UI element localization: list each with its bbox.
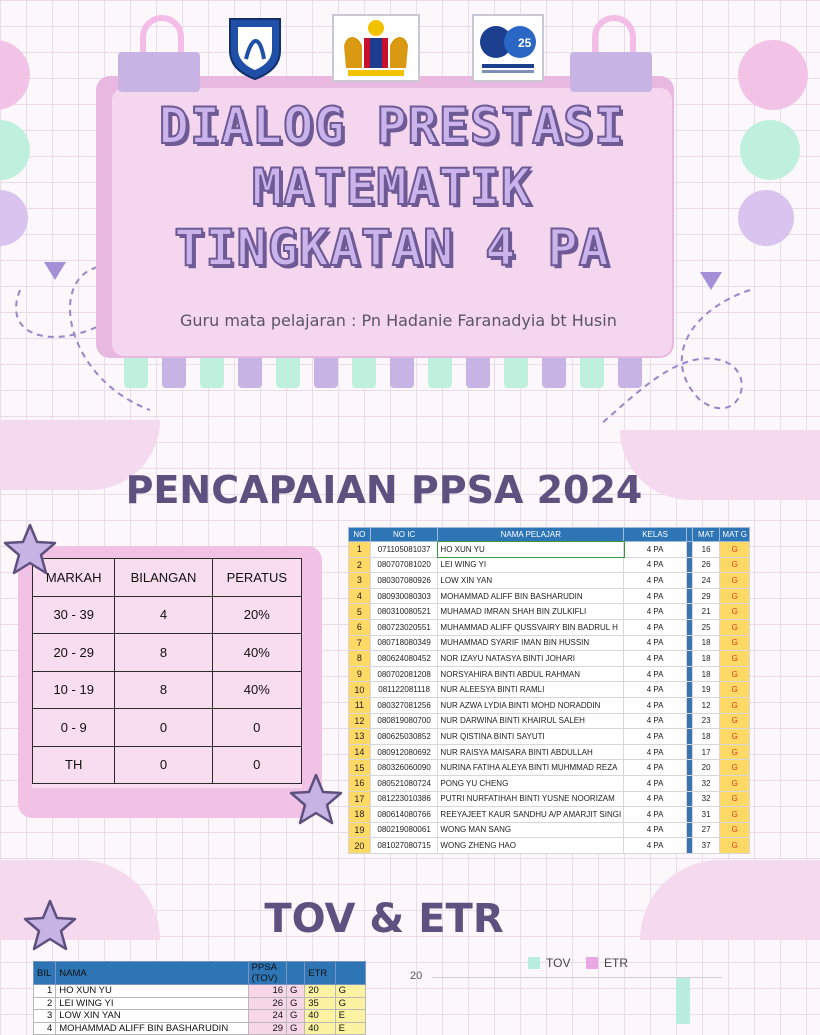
legend-swatch-tov [528, 957, 540, 969]
tov-col-bil: BIL [34, 962, 56, 985]
ppsm-25-logo [472, 14, 544, 82]
table-row [349, 838, 750, 854]
student-mat-grade: G [720, 682, 750, 698]
student-ic: 080624080452 [370, 651, 438, 667]
student-mat-grade: G [720, 573, 750, 589]
student-mat-grade: G [720, 619, 750, 635]
page-title [112, 96, 672, 279]
decor-blob-left-top [0, 40, 30, 110]
table-row [349, 682, 750, 698]
student-name: MUHAMAD IMRAN SHAH BIN ZULKIFLI [438, 604, 624, 620]
title-line-1: DIALOG PRESTASI [158, 97, 626, 155]
student-mat: 23 [692, 713, 720, 729]
student-ic: 080702081208 [370, 666, 438, 682]
markah-table [32, 558, 302, 784]
student-mat: 18 [692, 635, 720, 651]
student-mat: 17 [692, 744, 720, 760]
table-row [34, 997, 366, 1010]
etr-grade: G [335, 985, 365, 998]
tov-col-nama: NAMA [56, 962, 248, 985]
tov-bil: 1 [34, 985, 56, 998]
tov-table [33, 961, 366, 1035]
student-no: 18 [349, 807, 371, 823]
student-mat-grade: G [720, 697, 750, 713]
student-no: 2 [349, 557, 371, 573]
tov-nama: LEI WING YI [56, 997, 248, 1010]
decor-blob-right-top [738, 40, 808, 110]
table-row [349, 729, 750, 745]
student-no: 10 [349, 682, 371, 698]
tov-score: 24 [248, 1010, 286, 1023]
student-mat: 32 [692, 775, 720, 791]
student-mat: 27 [692, 822, 720, 838]
student-mat: 18 [692, 651, 720, 667]
student-no: 6 [349, 619, 371, 635]
tov-score: 26 [248, 997, 286, 1010]
ppsm-logo-number: 25 [518, 36, 532, 50]
student-name: LEI WING YI [438, 557, 624, 573]
student-mat: 18 [692, 729, 720, 745]
star-decoration-top-left [2, 522, 58, 578]
student-mat-grade: G [720, 822, 750, 838]
student-no: 9 [349, 666, 371, 682]
table-row [349, 713, 750, 729]
table-row [349, 619, 750, 635]
tov-nama: MOHAMMAD ALIFF BIN BASHARUDIN [56, 1022, 248, 1035]
student-name: HO XUN YU [438, 542, 624, 558]
student-name: NUR AZWA LYDIA BINTI MOHD NORADDIN [438, 697, 624, 713]
col-nama: NAMA PELAJAR [438, 528, 624, 542]
binder-clip-right [570, 52, 652, 92]
table-row [349, 791, 750, 807]
student-kelas: 4 PA [624, 682, 687, 698]
markah-header-bilangan: BILANGAN [115, 559, 212, 597]
student-ic: 080219080061 [370, 822, 438, 838]
chart-area [408, 954, 726, 1024]
title-line-3: TINGKATAN 4 PA [174, 219, 610, 277]
student-kelas: 4 PA [624, 666, 687, 682]
decor-blob-right-low [738, 190, 794, 246]
student-ic: 080614080766 [370, 807, 438, 823]
tov-grade: G [287, 1022, 305, 1035]
etr-score: 20 [305, 985, 335, 998]
table-row: 10 - 19 8 40% [33, 671, 302, 709]
decor-blob-right-mid [740, 120, 800, 180]
student-ic: 080912080692 [370, 744, 438, 760]
binder-clip-left [118, 52, 200, 92]
table-row: TH 0 0 [33, 746, 302, 784]
title-line-2: MATEMATIK [252, 158, 532, 216]
student-mat-grade: G [720, 604, 750, 620]
student-no: 8 [349, 651, 371, 667]
student-name: PUTRI NURFATIHAH BINTI YUSNE NOORIZAM [438, 791, 624, 807]
student-no: 1 [349, 542, 371, 558]
table-row [349, 588, 750, 604]
table-row [349, 807, 750, 823]
table-row [349, 760, 750, 776]
student-mat: 19 [692, 682, 720, 698]
student-ic: 080327081256 [370, 697, 438, 713]
student-kelas: 4 PA [624, 807, 687, 823]
legend-label-etr: ETR [604, 956, 628, 970]
table-row [349, 573, 750, 589]
student-kelas: 4 PA [624, 838, 687, 854]
tov-nama: LOW XIN YAN [56, 1010, 248, 1023]
student-name: MUHAMMAD ALIFF QUSSVAIRY BIN BADRUL H [438, 619, 624, 635]
student-mat: 20 [692, 760, 720, 776]
student-ic: 081027080715 [370, 838, 438, 854]
etr-score: 40 [305, 1022, 335, 1035]
tov-bil: 2 [34, 997, 56, 1010]
student-mat: 37 [692, 838, 720, 854]
student-kelas: 4 PA [624, 651, 687, 667]
student-name: NUR QISTINA BINTI SAYUTI [438, 729, 624, 745]
student-ic: 080326060090 [370, 760, 438, 776]
student-ic: 080307080926 [370, 573, 438, 589]
table-row [34, 1010, 366, 1023]
student-no: 3 [349, 573, 371, 589]
student-mat: 24 [692, 573, 720, 589]
etr-score: 40 [305, 1010, 335, 1023]
tov-grade: G [287, 985, 305, 998]
table-row: 0 - 9 0 0 [33, 709, 302, 747]
table-row [349, 542, 750, 558]
student-no: 15 [349, 760, 371, 776]
student-no: 7 [349, 635, 371, 651]
col-no-ic: NO IC [370, 528, 438, 542]
student-mat: 26 [692, 557, 720, 573]
table-row [349, 775, 750, 791]
star-decoration-bottom [288, 772, 344, 828]
etr-grade: E [335, 1010, 365, 1023]
student-mat-grade: G [720, 713, 750, 729]
student-mat: 32 [692, 791, 720, 807]
decor-blob-left-mid [0, 120, 30, 180]
table-row [349, 635, 750, 651]
student-kelas: 4 PA [624, 635, 687, 651]
student-kelas: 4 PA [624, 791, 687, 807]
student-ic: 080707081020 [370, 557, 438, 573]
student-kelas: 4 PA [624, 744, 687, 760]
student-ic: 080625030852 [370, 729, 438, 745]
tov-grade: G [287, 997, 305, 1010]
student-ic: 080930080303 [370, 588, 438, 604]
col-mat-g: MAT G [720, 528, 750, 542]
student-mat: 25 [692, 619, 720, 635]
col-mat: MAT [692, 528, 720, 542]
student-mat-grade: G [720, 588, 750, 604]
table-row [349, 604, 750, 620]
col-no: NO [349, 528, 371, 542]
tov-bil: 3 [34, 1010, 56, 1023]
student-kelas: 4 PA [624, 713, 687, 729]
student-no: 5 [349, 604, 371, 620]
table-row [349, 557, 750, 573]
table-row [349, 744, 750, 760]
student-mat-grade: G [720, 838, 750, 854]
student-kelas: 4 PA [624, 588, 687, 604]
legend-label-tov: TOV [546, 956, 571, 970]
student-mat-grade: G [720, 729, 750, 745]
student-mat-grade: G [720, 760, 750, 776]
student-mat-grade: G [720, 791, 750, 807]
tov-col-etr: ETR [305, 962, 335, 985]
table-row [349, 822, 750, 838]
student-mat: 31 [692, 807, 720, 823]
student-ic: 080521080724 [370, 775, 438, 791]
malaysia-coat-of-arms-logo [332, 14, 420, 82]
section-title-ppsa: PENCAPAIAN PPSA 2024 [125, 468, 643, 512]
student-mat-grade: G [720, 775, 750, 791]
student-name: NUR DARWINA BINTI KHAIRUL SALEH [438, 713, 624, 729]
student-table [348, 527, 750, 854]
student-no: 14 [349, 744, 371, 760]
table-row [349, 697, 750, 713]
student-ic: 071105081037 [370, 542, 438, 558]
student-mat-grade: G [720, 744, 750, 760]
student-no: 4 [349, 588, 371, 604]
student-kelas: 4 PA [624, 573, 687, 589]
student-kelas: 4 PA [624, 557, 687, 573]
student-mat-grade: G [720, 635, 750, 651]
student-no: 16 [349, 775, 371, 791]
student-kelas: 4 PA [624, 775, 687, 791]
student-mat-grade: G [720, 807, 750, 823]
etr-grade: G [335, 997, 365, 1010]
student-name: NORSYAHIRA BINTI ABDUL RAHMAN [438, 666, 624, 682]
student-no: 17 [349, 791, 371, 807]
student-mat: 16 [692, 542, 720, 558]
student-mat: 21 [692, 604, 720, 620]
student-name: MOHAMMAD ALIFF BIN BASHARUDIN [438, 588, 624, 604]
student-name: MUHAMMAD SYARIF IMAN BIN HUSSIN [438, 635, 624, 651]
student-kelas: 4 PA [624, 822, 687, 838]
table-row: 30 - 39 4 20% [33, 596, 302, 634]
student-name: REEYAJEET KAUR SANDHU A/P AMARJIT SINGI [438, 807, 624, 823]
table-row [34, 985, 366, 998]
student-name: NUR ALEESYA BINTI RAMLI [438, 682, 624, 698]
student-no: 13 [349, 729, 371, 745]
etr-grade: E [335, 1022, 365, 1035]
chart-bar-tov [676, 978, 690, 1024]
student-mat: 18 [692, 666, 720, 682]
decor-blob-left-low [0, 190, 28, 246]
student-mat: 29 [692, 588, 720, 604]
table-row [349, 666, 750, 682]
student-no: 19 [349, 822, 371, 838]
table-row [34, 1022, 366, 1035]
student-ic: 081122081118 [370, 682, 438, 698]
student-mat-grade: G [720, 557, 750, 573]
student-kelas: 4 PA [624, 604, 687, 620]
student-kelas: 4 PA [624, 729, 687, 745]
student-name: PONG YU CHENG [438, 775, 624, 791]
student-ic: 080310080521 [370, 604, 438, 620]
student-kelas: 4 PA [624, 542, 687, 558]
student-mat: 12 [692, 697, 720, 713]
student-mat-grade: G [720, 666, 750, 682]
tov-score: 29 [248, 1022, 286, 1035]
markah-header-peratus: PERATUS [212, 559, 301, 597]
student-no: 20 [349, 838, 371, 854]
student-kelas: 4 PA [624, 619, 687, 635]
tov-nama: HO XUN YU [56, 985, 248, 998]
teacher-name: Guru mata pelajaran : Pn Hadanie Faranadyia bt Husin [180, 311, 617, 330]
student-mat-grade: G [720, 651, 750, 667]
student-name: NOR IZAYU NATASYA BINTI JOHARI [438, 651, 624, 667]
student-ic: 080723020551 [370, 619, 438, 635]
student-ic: 081223010386 [370, 791, 438, 807]
student-mat-grade: G [720, 542, 750, 558]
student-name: NUR RAISYA MAISARA BINTI ABDULLAH [438, 744, 624, 760]
y-tick-label: 20 [410, 970, 423, 982]
tov-bil: 4 [34, 1022, 56, 1035]
markah-header-markah: MARKAH [33, 559, 115, 597]
student-name: WONG MAN SANG [438, 822, 624, 838]
student-kelas: 4 PA [624, 697, 687, 713]
student-no: 12 [349, 713, 371, 729]
legend-swatch-etr [586, 957, 598, 969]
col-kelas: KELAS [624, 528, 687, 542]
student-name: WONG ZHENG HAO [438, 838, 624, 854]
school-crest-logo [224, 14, 286, 82]
student-name: NURINA FATIHA ALEYA BINTI MUHMMAD REZA [438, 760, 624, 776]
table-row [349, 651, 750, 667]
tov-col-ppsa: PPSA (TOV) [248, 962, 286, 985]
table-row: 20 - 29 8 40% [33, 634, 302, 672]
etr-score: 35 [305, 997, 335, 1010]
section-title-tov-etr: TOV & ETR [264, 896, 504, 942]
student-name: LOW XIN YAN [438, 573, 624, 589]
student-kelas: 4 PA [624, 760, 687, 776]
student-ic: 080718080349 [370, 635, 438, 651]
student-ic: 080819080700 [370, 713, 438, 729]
student-no: 11 [349, 697, 371, 713]
tov-grade: G [287, 1010, 305, 1023]
tov-score: 16 [248, 985, 286, 998]
